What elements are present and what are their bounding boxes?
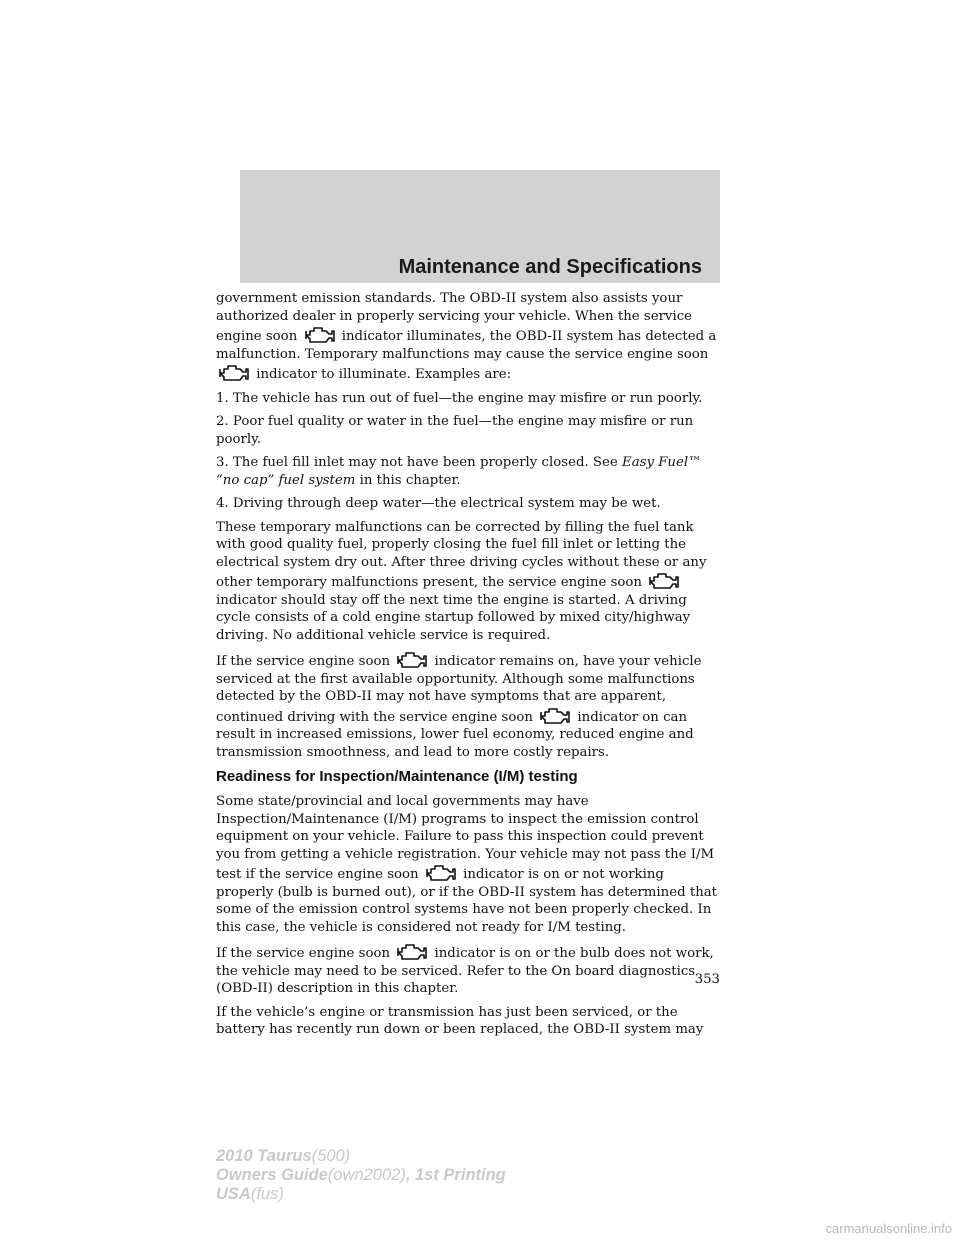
- footer-line: Owners Guide(own2002), 1st Printing: [216, 1166, 506, 1184]
- list-item: 1. The vehicle has run out of fuel—the engine may misfire or run poorly.: [216, 390, 703, 406]
- paragraph: Some state/provincial and local governments may have Inspection/Maintenance (I/M) programs to inspect the emission control equipment on your vehicle. Failure to pass this inspection could prevent you from getting a vehicle registration. Your vehicle may not pass the I/M test if the service engine soon indicator is on or not working properly (bulb is burned out), or if the OBD-II system has determined that some of the emission control systems have not been properly checked. In this case, the vehicle is considered not ready for I/M testing.: [216, 794, 718, 935]
- engine-icon: [216, 363, 252, 383]
- paragraph: If the vehicle’s engine or transmission has just been serviced, or the battery has recently run down or been replaced, the OBD-II system may: [216, 1004, 704, 1037]
- body-text: [216, 290, 722, 1045]
- header-band: [240, 170, 720, 283]
- page-number: 353: [694, 972, 720, 987]
- list-item: 2. Poor fuel quality or water in the fuel—the engine may misfire or run poorly.: [216, 414, 694, 447]
- page-title: Maintenance and Specifications: [398, 256, 702, 278]
- cross-reference: Easy Fuel™ “no cap” fuel system: [216, 455, 702, 488]
- watermark[interactable]: carmanualsonline.info: [825, 1221, 952, 1236]
- section-heading: Readiness for Inspection/Maintenance (I/M) testing: [216, 768, 578, 785]
- footer-line: 2010 Taurus(500): [216, 1147, 351, 1165]
- paragraph: These temporary malfunctions can be corrected by filling the fuel tank with good quality fuel, properly closing the fuel fill inlet or letting the electrical system dry out. After three driving cycles without these or any other temporary malfunctions present, the service engine soon indicator should stay off the next time the engine is started. A driving cycle consists of a cold engine startup followed by mixed city/highway driving. No additional vehicle service is required.: [216, 519, 707, 643]
- paragraph: If the service engine soon indicator remains on, have your vehicle serviced at the first available opportunity. Although some malfunctions detected by the OBD-II may not have symptoms that are apparent, continued driving with the service engine soon indicator on can result in increased emissions, lower fuel economy, reduced engine and transmission smoothness, and lead to more costly repairs.: [216, 650, 722, 761]
- engine-icon: [302, 325, 338, 345]
- paragraph: If the service engine soon indicator is on or the bulb does not work, the vehicle may need to be serviced. Refer to the On board diagnostics (OBD-II) description in this chapter.: [216, 942, 722, 998]
- list-item: 4. Driving through deep water—the electrical system may be wet.: [216, 496, 661, 511]
- engine-icon: [537, 706, 573, 726]
- list-item: 3. The fuel fill inlet may not have been properly closed. See Easy Fuel™ “no cap” fuel system in this chapter.: [216, 455, 702, 488]
- paragraph: government emission standards. The OBD-II system also assists your authorized dealer in properly servicing your vehicle. When the service engine soon indicator illuminates, the OBD-II system has detected a malfunction. Temporary malfunctions may cause the service engine soon indicator to illuminate. Examples are:: [216, 291, 717, 382]
- engine-icon: [394, 942, 430, 962]
- engine-icon: [394, 650, 430, 670]
- footer-line: USA(fus): [216, 1185, 284, 1203]
- footer-print-info: [216, 1147, 506, 1204]
- engine-icon: [646, 571, 682, 591]
- engine-icon: [423, 863, 459, 883]
